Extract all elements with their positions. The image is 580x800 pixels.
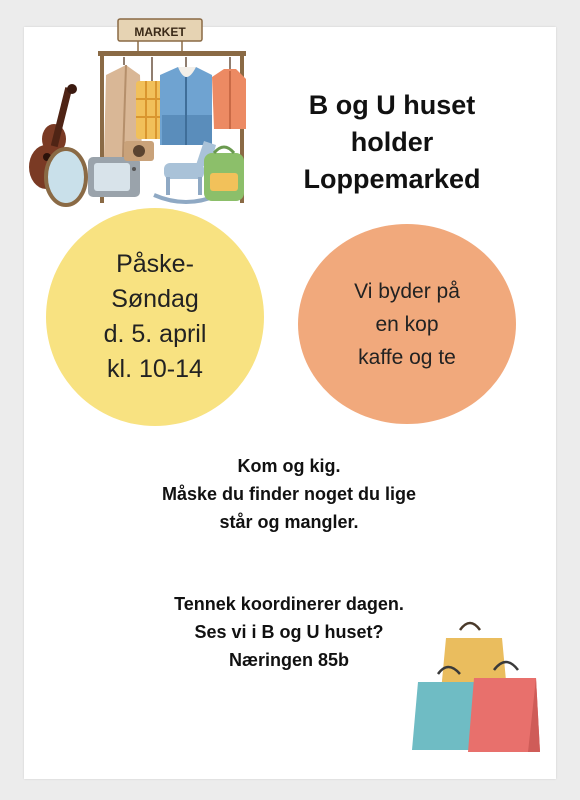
offer-line: en kop: [375, 312, 439, 336]
offer-line: kaffe og te: [358, 345, 456, 369]
message-line: Kom og kig.: [237, 456, 341, 476]
date-circle: [46, 208, 264, 426]
shopping-bags-illustration: [410, 616, 542, 756]
title-line: B og U huset: [308, 90, 476, 120]
offer-circle: [298, 224, 516, 424]
message-line: står og mangler.: [219, 512, 359, 532]
date-line: d. 5. april: [103, 320, 207, 348]
offer-line: Vi byder på: [354, 279, 460, 303]
address-line: Næringen 85b: [228, 650, 350, 670]
date-line: Søndag: [111, 285, 199, 313]
flyer-poster: [24, 27, 556, 779]
message-line: Måske du finder noget du lige: [161, 484, 417, 504]
closing-line: Ses vi i B og U huset?: [194, 622, 384, 642]
market-sign-text: MARKET: [134, 25, 186, 39]
flea-market-rack-illustration: [28, 17, 254, 209]
title-line: holder: [350, 127, 434, 157]
closing-line: Tennek koordinerer dagen.: [174, 594, 404, 614]
date-line: Påske-: [116, 250, 194, 278]
title-line: Loppemarked: [303, 164, 481, 194]
event-title: [272, 87, 512, 198]
invitation-message: [84, 452, 494, 536]
date-line: kl. 10-14: [107, 355, 203, 383]
